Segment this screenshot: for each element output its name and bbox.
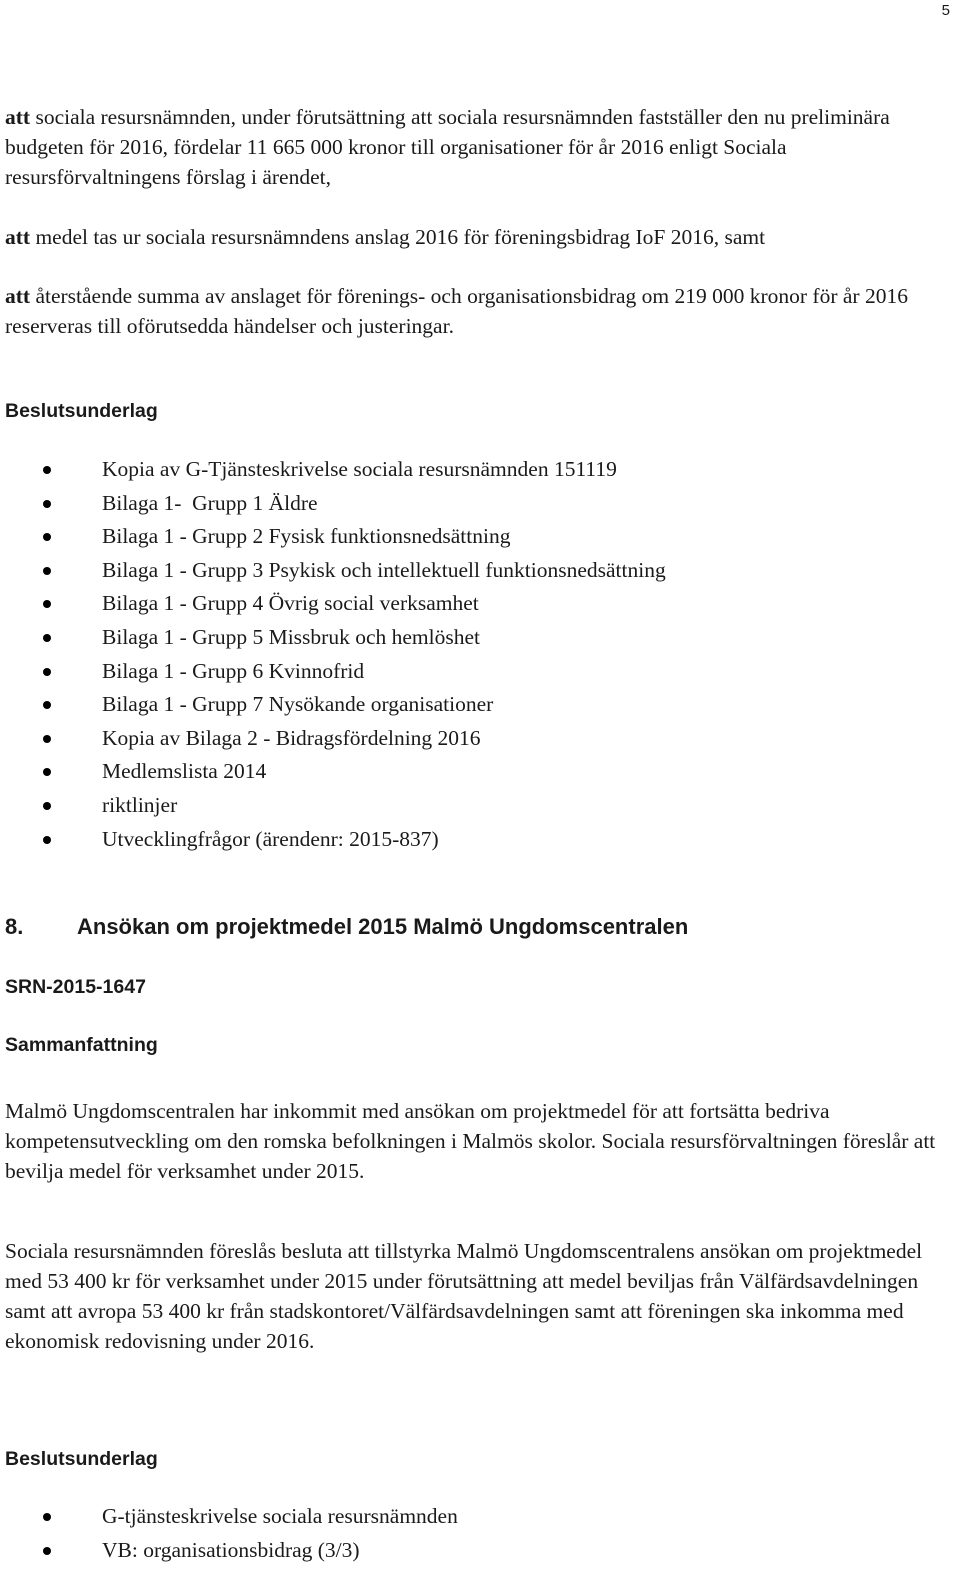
list-item: Bilaga 1 - Grupp 2 Fysisk funktionsnedsättning (0, 520, 666, 554)
bullet-icon (43, 634, 51, 642)
list-item: Bilaga 1 - Grupp 5 Missbruk och hemlöshet (0, 621, 666, 655)
bullet-icon (43, 500, 51, 508)
bullet-icon (43, 802, 51, 810)
list-item: Kopia av Bilaga 2 - Bidragsfördelning 2016 (0, 722, 666, 756)
att-keyword: att (5, 105, 31, 129)
bullet-icon (43, 1547, 51, 1555)
summary-paragraph-2: Sociala resursnämnden föreslås besluta att tillstyrka Malmö Ungdomscentralens ansökan om projektmedel med 53 400 kr för verksamhet under 2015 under förutsättning att medel beviljas från Välfärdsavdelningen samt att avropa 53 400 kr från stadskontoret/Välfärdsavdelningen samt att föreningen ska inkomma med ekonomisk redovisning under 2016. (5, 1239, 923, 1353)
summary-paragraph-1: Malmö Ungdomscentralen har inkommit med ansökan om projektmedel för att fortsätta bedriva kompetensutveckling om den romska befolkningen i Malmös skolor. Sociala resursförvaltningen föreslår att bevilja medel för verksamhet under 2015. (5, 1099, 936, 1183)
att-keyword: att (5, 284, 31, 308)
bullet-icon (43, 768, 51, 776)
beslutsunderlag-heading-1: Beslutsunderlag (5, 400, 158, 422)
bullet-icon (43, 735, 51, 743)
list-item: riktlinjer (0, 789, 666, 823)
list-item: Utvecklingfrågor (ärendenr: 2015-837) (0, 823, 666, 857)
section-title-text: Ansökan om projektmedel 2015 Malmö Ungdomscentralen (77, 914, 689, 939)
bullet-icon (43, 1513, 51, 1521)
bullet-icon (43, 836, 51, 844)
section-8-title (5, 913, 688, 941)
beslutsunderlag-list-2 (0, 1500, 458, 1567)
beslutsunderlag-heading-2: Beslutsunderlag (5, 1448, 158, 1470)
bullet-icon (43, 533, 51, 541)
list-item: Bilaga 1 - Grupp 7 Nysökande organisationer (0, 688, 666, 722)
list-item: Bilaga 1 - Grupp 3 Psykisk och intellektuell funktionsnedsättning (0, 554, 666, 588)
list-item: G-tjänsteskrivelse sociala resursnämnden (0, 1500, 458, 1534)
decision-paragraph-1 (5, 102, 945, 192)
bullet-icon (43, 701, 51, 709)
list-item: Bilaga 1 - Grupp 4 Övrig social verksamhet (0, 587, 666, 621)
sammanfattning-heading: Sammanfattning (5, 1034, 158, 1056)
list-item: Kopia av G-Tjänsteskrivelse sociala resursnämnden 151119 (0, 453, 666, 487)
list-item: Bilaga 1 - Grupp 6 Kvinnofrid (0, 655, 666, 689)
paragraph-text: återstående summa av anslaget för förenings- och organisationsbidrag om 219 000 kronor för år 2016 reserveras till oförutsedda händelser och justeringar. (5, 284, 908, 338)
decision-paragraph-2 (5, 222, 945, 252)
case-id: SRN-2015-1647 (5, 976, 146, 998)
bullet-icon (43, 668, 51, 676)
paragraph-text: sociala resursnämnden, under förutsättning att sociala resursnämnden fastställer den nu preliminära budgeten för 2016, fördelar 11 665 000 kronor till organisationer för år 2016 enligt Sociala resursförvaltningens förslag i ärendet, (5, 105, 890, 189)
bullet-icon (43, 600, 51, 608)
page-number: 5 (941, 2, 950, 19)
list-item: VB: organisationsbidrag (3/3) (0, 1534, 458, 1568)
paragraph-text: medel tas ur sociala resursnämndens anslag 2016 för föreningsbidrag IoF 2016, samt (30, 225, 766, 249)
att-keyword: att (5, 225, 31, 249)
bullet-icon (43, 466, 51, 474)
bullet-icon (43, 567, 51, 575)
section-number: 8. (5, 914, 24, 939)
list-item: Medlemslista 2014 (0, 755, 666, 789)
list-item: Bilaga 1- Grupp 1 Äldre (0, 487, 666, 521)
beslutsunderlag-list-1 (0, 453, 666, 856)
decision-paragraph-3 (5, 281, 945, 341)
